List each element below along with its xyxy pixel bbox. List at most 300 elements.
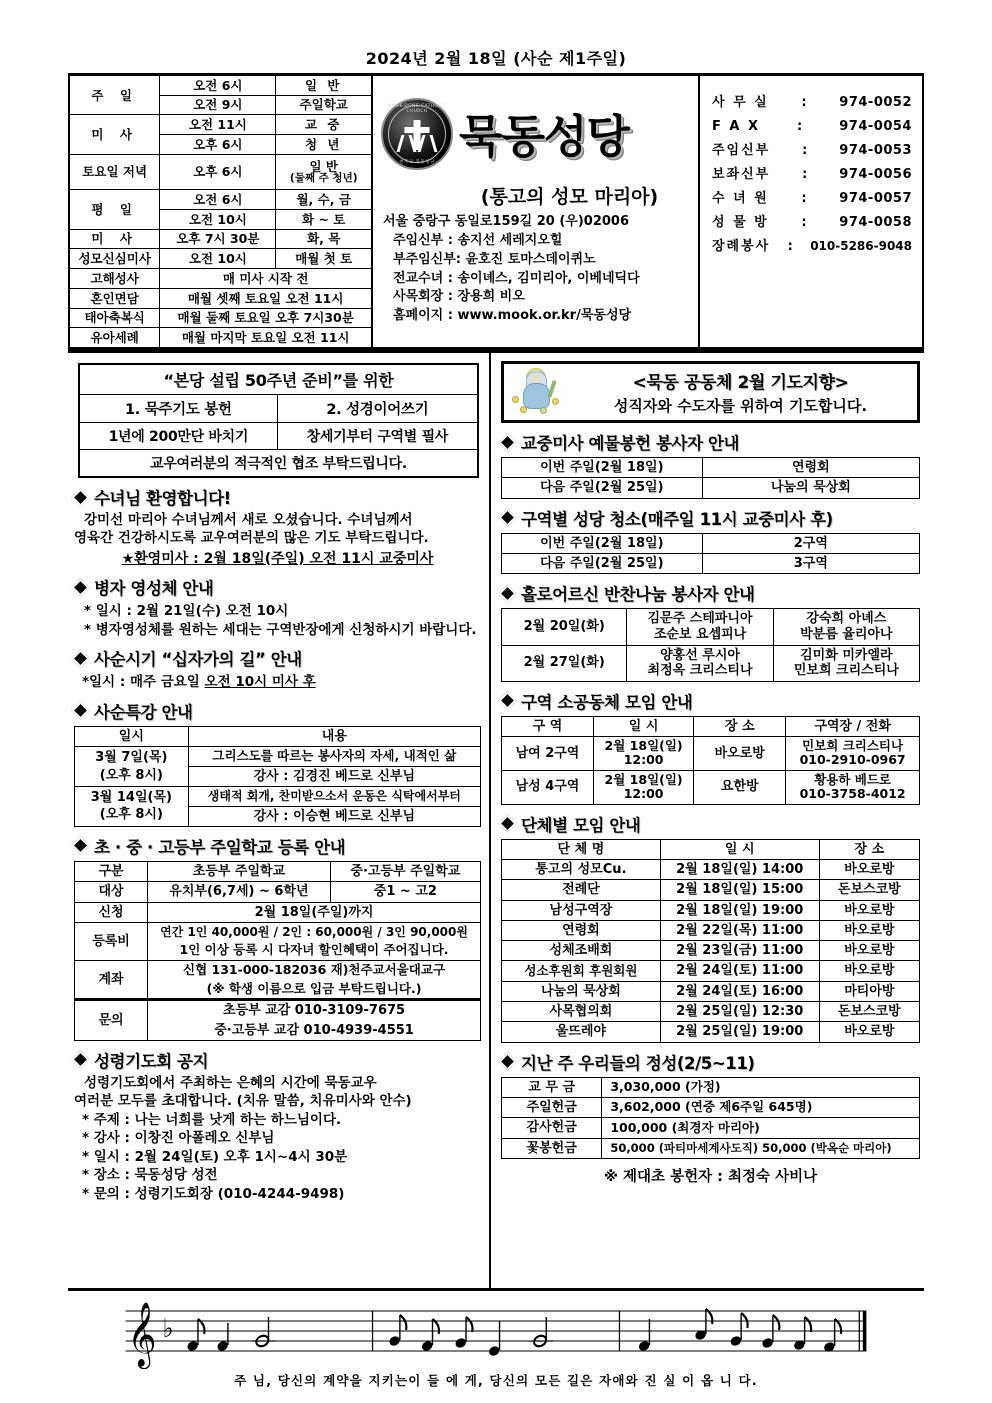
district-leader-2 — [786, 770, 920, 804]
group-place: 바오로방 — [819, 1022, 919, 1042]
section-lent-lecture — [74, 699, 481, 723]
schedule-label: 혼인면담 — [70, 288, 160, 308]
table-row — [75, 1000, 481, 1021]
phone-colon: : — [787, 238, 793, 254]
music-notation-svg — [108, 1297, 884, 1369]
lecture-date-2a: 3월 14일(목) — [75, 787, 189, 806]
account-line1: 신협 131-000-182036 재)천주교서울대교구 — [148, 960, 481, 979]
table-row — [502, 770, 920, 804]
section-district-meeting — [501, 689, 920, 713]
phone-label: 주임신부 — [712, 142, 771, 158]
share-names-1a — [627, 609, 773, 645]
leader-phone: 010-2910-0967 — [799, 752, 906, 768]
fee-line2: 1인 이상 등록 시 다자녀 할인혜택이 주어집니다. — [148, 941, 481, 960]
section-heading: 사순특강 안내 — [94, 702, 193, 722]
anniversary-table — [80, 365, 477, 476]
schedule-label: 평 일 — [70, 190, 160, 230]
group-when: 2월 24일(토) 11:00 — [660, 961, 819, 981]
flat-icon: ♭ — [162, 1312, 174, 1344]
table-row — [75, 902, 481, 922]
volunteer-name: 강숙희 아녜스 — [806, 611, 887, 627]
leader-phone: 010-3758-4012 — [799, 786, 906, 802]
diamond-bullet-icon — [498, 508, 516, 526]
schedule-time: 오전 6시 — [160, 190, 276, 210]
offering-value: 100,000 (최경자 마리아) — [602, 1118, 920, 1138]
table-row — [502, 609, 920, 645]
district-meeting-table — [501, 716, 920, 805]
group-when: 2월 23일(금) 11:00 — [660, 941, 819, 961]
section-heading: 단체별 모임 안내 — [521, 815, 641, 835]
account-line2: (※ 학생 이름으로 입금 부탁드립니다.) — [148, 980, 481, 1000]
header-block — [68, 76, 924, 349]
table-row — [502, 1118, 920, 1138]
table-row — [70, 154, 371, 189]
row-label-fee: 등록비 — [75, 922, 148, 960]
cleaning-when-1: 이번 주일(2월 18일) — [502, 533, 703, 553]
diamond-bullet-icon — [71, 702, 89, 720]
church-identity-panel — [373, 76, 700, 347]
table-row — [70, 328, 371, 347]
table-row — [502, 859, 920, 879]
table-row — [70, 249, 371, 269]
group-place: 돈보스코방 — [819, 1002, 919, 1022]
table-row — [502, 1002, 920, 1022]
schedule-type: 교 중 — [276, 115, 371, 135]
target-secondary: 중1 ~ 고2 — [330, 882, 480, 902]
table-header-row — [502, 716, 920, 736]
schedule-type: 화, 목 — [276, 229, 371, 249]
table-row — [75, 960, 481, 979]
col-header-district: 구 역 — [502, 716, 594, 736]
row-label-account: 계좌 — [75, 960, 148, 1000]
table-row — [502, 533, 920, 553]
phone-number: 974-0053 — [839, 142, 912, 158]
table-row — [80, 365, 477, 395]
table-row — [75, 747, 481, 767]
group-when: 2월 18일(일) 15:00 — [660, 880, 819, 900]
logo-text-bottom: 천주교 묵동성당 — [399, 160, 435, 165]
flower-icon — [512, 396, 519, 403]
phone-number: 974-0057 — [839, 190, 912, 206]
diamond-bullet-icon — [71, 1051, 89, 1069]
section-heading: 지난 주 우리들의 정성(2/5~11) — [521, 1053, 755, 1073]
table-row — [502, 1077, 920, 1097]
table-row — [502, 1098, 920, 1118]
group-name: 울뜨레야 — [502, 1022, 661, 1042]
share-date-2: 2월 27일(화) — [502, 645, 627, 681]
phone-number: 974-0056 — [839, 166, 912, 182]
table-header-row — [75, 726, 481, 746]
schedule-time: 오후 6시 — [160, 135, 276, 155]
church-contact-info — [373, 209, 698, 326]
group-when: 2월 24일(토) 16:00 — [660, 981, 819, 1001]
flower-icon — [520, 406, 527, 413]
schedule-time: 오전 10시 — [160, 209, 276, 229]
table-row — [502, 553, 920, 573]
stations-line1 — [74, 673, 481, 692]
col-header-place: 장 소 — [694, 716, 786, 736]
left-column — [68, 353, 489, 1288]
share-names-2b — [773, 645, 919, 681]
lecture-topic-1: 그리스도를 따르는 봉사자의 자세, 내적인 삶 — [188, 747, 480, 767]
table-row — [75, 806, 481, 826]
schedule-label: 미 사 — [70, 115, 160, 155]
offering-when-1: 이번 주일(2월 18일) — [502, 458, 703, 478]
table-row — [502, 981, 920, 1001]
altar-candle-donor: ※ 제대초 봉헌자 : 최정숙 사비나 — [603, 1169, 818, 1186]
schedule-value: 매월 셋째 토요일 오전 11시 — [160, 288, 371, 308]
share-date-1: 2월 20일(화) — [502, 609, 627, 645]
church-address: 서울 중랑구 동일로159길 20 (우)02006 — [383, 214, 630, 229]
anniversary-item1-title: 1. 묵주기도 봉헌 — [80, 395, 277, 423]
group-place: 돈보스코방 — [819, 880, 919, 900]
table-row — [502, 920, 920, 940]
phone-colon: : — [802, 142, 808, 158]
share-names-2a — [627, 645, 773, 681]
phone-row-giftshop — [708, 210, 916, 234]
phone-label: 수 녀 원 — [712, 190, 769, 206]
homepage-link[interactable]: 홈페이지 : www.mook.or.kr/묵동성당 — [393, 308, 632, 324]
sick-communion-line2: * 병자영성체를 원하는 세대는 구역반장에게 신청하시기 바랍니다. — [84, 621, 477, 638]
right-column — [491, 353, 924, 1288]
table-row — [502, 737, 920, 771]
offering-label: 꽃봉헌금 — [502, 1138, 602, 1158]
meeting-time: 12:00 — [623, 786, 664, 802]
page-title: 2024년 2월 18일 (사순 제1주일) — [365, 49, 627, 68]
schedule-time: 오전 11시 — [160, 115, 276, 135]
diamond-bullet-icon — [71, 837, 89, 855]
phone-row-assistant — [708, 162, 916, 186]
holy-spirit-body2: 여러분 모두를 초대합니다. (치유 말씀, 치유미사와 안수) — [74, 1092, 412, 1109]
offering-who-2: 나눔의 묵상회 — [702, 478, 919, 498]
lecture-date-1b: (오후 8시) — [75, 767, 189, 787]
church-logo-icon — [381, 98, 453, 170]
schedule-label: 고해성사 — [70, 269, 160, 289]
staff-assistant-pastor: 부주임신부: 윤호진 토마스데이퀴노 — [393, 251, 596, 267]
offering-label: 감사헌금 — [502, 1118, 602, 1138]
leader-name: 민보희 크리스티나 — [802, 738, 904, 754]
cleaning-when-2: 다음 주일(2월 25일) — [502, 553, 703, 573]
holy-spirit-body1: 성령기도회에서 주최하는 은혜의 시간에 묵동교우 — [84, 1074, 377, 1091]
schedule-type: 주일학교 — [276, 95, 371, 115]
staff-council-president: 사목회장 : 장용희 비오 — [393, 289, 525, 305]
group-place: 바오로방 — [819, 859, 919, 879]
diamond-bullet-icon — [498, 1053, 516, 1071]
phone-colon: : — [797, 118, 803, 134]
meeting-date: 2월 18일(일) — [604, 771, 683, 787]
schedule-type: 화 ~ 토 — [276, 209, 371, 229]
fee-line1: 연간 1인 40,000원 / 2인 : 60,000원 / 3인 90,000원 — [148, 922, 481, 941]
phone-label: 보좌신부 — [712, 166, 771, 182]
group-name: 남성구역장 — [502, 900, 661, 920]
table-row — [502, 941, 920, 961]
contact-secondary: 중·고등부 교감 010-4939-4551 — [148, 1021, 481, 1041]
schedule-time: 오전 9시 — [160, 95, 276, 115]
offering-when-2: 다음 주일(2월 25일) — [502, 478, 703, 498]
table-row — [75, 922, 481, 941]
offering-who-1: 연령회 — [702, 458, 919, 478]
phone-list — [700, 76, 922, 258]
phone-label: F A X — [712, 118, 761, 134]
mass-schedule-panel — [70, 76, 373, 347]
col-header-date: 일시 — [75, 726, 189, 746]
cleaning-who-1: 2구역 — [702, 533, 919, 553]
volunteer-name: 양홍선 루시아 — [660, 647, 740, 663]
praying-virgin-icon — [510, 366, 566, 418]
schedule-value: 매월 둘째 토요일 오후 7시30분 — [160, 308, 371, 328]
section-heading: 사순시기 “십자가의 길” 안내 — [94, 650, 302, 670]
schedule-label: 유아세례 — [70, 328, 160, 347]
group-when: 2월 25일(일) 19:00 — [660, 1022, 819, 1042]
diamond-bullet-icon — [498, 433, 516, 451]
phone-colon: : — [801, 190, 807, 206]
group-name: 연령회 — [502, 920, 661, 940]
prayer-intention-box — [501, 361, 920, 423]
treble-clef-icon: 𝄞 — [127, 1302, 157, 1367]
table-row — [502, 961, 920, 981]
district-leader-1 — [786, 737, 920, 771]
phone-row-office — [708, 90, 916, 114]
section-heading: 초 · 중 · 고등부 주일학교 등록 안내 — [94, 837, 346, 857]
section-heading: 구역별 성당 청소(매주일 11시 교중미사 후) — [521, 509, 833, 529]
col-header-datetime: 일 시 — [593, 716, 693, 736]
phone-colon: : — [801, 214, 807, 230]
diamond-bullet-icon — [71, 649, 89, 667]
volunteer-name: 박분름 율리아나 — [800, 626, 893, 642]
welcome-body-line1: 강미선 마리아 수녀님께서 새로 오셨습니다. 수녀님께서 — [84, 512, 413, 528]
table-row — [502, 1022, 920, 1042]
target-elementary: 유치부(6,7세) ~ 6학년 — [148, 882, 331, 902]
phone-colon: : — [801, 94, 807, 110]
table-row — [80, 395, 477, 423]
table-row — [70, 76, 371, 95]
district-name-2: 남성 4구역 — [502, 770, 594, 804]
prayer-intention-subtitle: 성직자와 수도자를 위하여 기도합니다. — [613, 397, 868, 415]
staff-sisters: 전교수녀 : 송이녜스, 김미리아, 이베네딕다 — [393, 270, 640, 286]
offering-label: 주일헌금 — [502, 1098, 602, 1118]
lecture-topic-2: 생태적 회개, 찬미받으소서 운동은 식탁에서부터 — [188, 787, 480, 806]
prayer-intention-text — [570, 368, 911, 416]
offering-value: 3,602,000 (연중 제6주일 645명) — [602, 1098, 920, 1118]
section-sick-communion — [74, 575, 481, 599]
table-row — [75, 882, 481, 902]
offering-value: 3,030,000 (가정) — [602, 1077, 920, 1097]
table-row — [80, 450, 477, 477]
anniversary-title: “본당 설립 50주년 준비”를 위한 — [80, 365, 477, 395]
col-header-content: 내용 — [188, 726, 480, 746]
leaf-icon — [547, 380, 556, 398]
col-header-secondary: 중·고등부 주일학교 — [330, 861, 480, 881]
volunteer-name: 민보희 크리스티나 — [793, 663, 899, 679]
volunteer-name: 김미화 미카엘라 — [800, 647, 893, 663]
group-when: 2월 25일(일) 12:30 — [660, 1002, 819, 1022]
group-place: 바오로방 — [819, 961, 919, 981]
anniversary-item2-value: 창세기부터 구역별 필사 — [277, 423, 477, 450]
table-header-row — [75, 861, 481, 881]
section-holy-spirit-prayer — [74, 1048, 481, 1072]
group-place: 바오로방 — [819, 920, 919, 940]
district-name-1: 남여 2구역 — [502, 737, 594, 771]
table-row — [70, 288, 371, 308]
anniversary-box — [78, 363, 479, 478]
welcome-mass-note: ★환영미사 : 2월 18일(주일) 오전 11시 교중미사 — [121, 550, 434, 567]
schedule-time: 오후 6시 — [160, 154, 276, 189]
sick-communion-line1: * 일시 : 2월 21일(수) 오전 10시 — [84, 603, 289, 620]
staff-pastor: 주임신부 : 송지선 세레지오힐 — [393, 232, 563, 248]
table-row — [70, 308, 371, 328]
welcome-body-line2: 영육간 건강하시도록 교우여러분의 많은 기도 부탁드립니다. — [74, 529, 429, 546]
anniversary-footer: 교우여러분의 적극적인 협조 부탁드립니다. — [80, 450, 477, 477]
diamond-bullet-icon — [71, 488, 89, 506]
meeting-date: 2월 18일(일) — [604, 738, 683, 754]
diamond-bullet-icon — [498, 814, 516, 832]
group-name: 나눔의 묵상회 — [502, 981, 661, 1001]
schedule-label: 주 일 — [70, 76, 160, 115]
schedule-type-note: (둘째 주 청년) — [289, 172, 358, 184]
church-title-row — [373, 76, 698, 184]
table-row — [70, 269, 371, 289]
phone-row-pastor — [708, 138, 916, 162]
section-heading: 병자 영성체 안내 — [94, 579, 214, 599]
section-heading: 홀로어르신 반찬나눔 봉사자 안내 — [521, 585, 755, 605]
stations-line1-underlined: 오전 10시 미사 후 — [204, 674, 316, 691]
section-heading: 교중미사 예물봉헌 봉사자 안내 — [521, 434, 740, 453]
schedule-label: 성모신심미사 — [70, 249, 160, 269]
phone-label: 장례봉사 — [712, 238, 771, 254]
schedule-type: 매월 첫 토 — [276, 249, 371, 269]
lecture-date-2b: (오후 8시) — [75, 806, 189, 826]
diamond-bullet-icon — [498, 584, 516, 602]
elderly-share-table — [501, 608, 920, 681]
group-when: 2월 18일(일) 19:00 — [660, 900, 819, 920]
stations-line1-pre: *일시 : 매주 금요일 — [82, 674, 205, 691]
share-names-1b — [773, 609, 919, 645]
anniversary-item2-title: 2. 성경이어쓰기 — [277, 395, 477, 423]
group-place: 마티아방 — [819, 981, 919, 1001]
section-elderly-food-share — [501, 581, 920, 605]
mass-schedule-table — [70, 76, 371, 347]
lecture-speaker-2: 강사 : 이승현 베드로 신부님 — [188, 806, 480, 826]
cleaning-who-2: 3구역 — [702, 553, 919, 573]
note-group-1 — [186, 1317, 275, 1352]
group-name: 성체조배회 — [502, 941, 661, 961]
schedule-label: 미 사 — [70, 229, 160, 249]
schedule-value: 매월 마지막 토요일 오전 11시 — [160, 328, 371, 347]
table-row — [502, 900, 920, 920]
phone-row-fax — [708, 114, 916, 138]
row-label-contact: 문의 — [75, 1000, 148, 1041]
table-header-row — [502, 839, 920, 859]
meeting-time: 12:00 — [623, 752, 664, 768]
logo-text-top: MOOK-DONG CATHOLIC CHURCH — [387, 104, 447, 114]
group-name: 성소후원회 후원회원 — [502, 961, 661, 981]
flower-icon — [540, 407, 547, 414]
phone-label: 사 무 실 — [712, 94, 769, 110]
offering-value: 50,000 (파티마세계사도직) 50,000 (박옥순 마리아) — [602, 1138, 920, 1158]
table-row — [502, 478, 920, 498]
lecture-date-1a: 3월 7일(목) — [75, 747, 189, 767]
lent-lecture-table — [74, 726, 481, 827]
volunteer-name: 최정옥 크리스티나 — [647, 663, 753, 679]
table-row — [75, 787, 481, 806]
group-name: 통고의 성모Cu. — [502, 859, 661, 879]
volunteer-name: 김문주 스테파니아 — [647, 611, 753, 627]
phone-row-funeral — [708, 234, 916, 258]
holy-spirit-contact: * 문의 : 성령기도회장 (010-4244-9498) — [82, 1186, 345, 1203]
table-row — [80, 423, 477, 450]
phone-number: 974-0058 — [839, 214, 912, 230]
group-name: 사목협의회 — [502, 1002, 661, 1022]
music-staff — [108, 1297, 884, 1369]
robe-shape — [523, 383, 550, 409]
diamond-bullet-icon — [498, 691, 516, 709]
flower-icon — [552, 398, 559, 405]
sunday-school-table — [74, 861, 481, 1041]
body-columns — [68, 353, 924, 1288]
leader-name: 황용하 베드로 — [814, 771, 892, 787]
section-welcome-sister — [74, 485, 481, 509]
volunteer-name: 조순보 요셉피나 — [653, 626, 747, 642]
contact-elementary: 초등부 교감 010-3109-7675 — [148, 1000, 481, 1021]
schedule-type-main: 일 반 — [309, 158, 338, 174]
district-place-2: 요한방 — [694, 770, 786, 804]
table-row — [70, 229, 371, 249]
col-header-group-name: 단 체 명 — [502, 839, 661, 859]
section-offerings — [501, 1050, 920, 1074]
schedule-type: 월, 수, 금 — [276, 190, 371, 210]
col-header-leader-phone: 구역장 / 전화 — [786, 716, 920, 736]
monogram-icon — [399, 135, 435, 152]
table-row — [502, 880, 920, 900]
col-header-group-place: 장 소 — [819, 839, 919, 859]
schedule-time: 오전 6시 — [160, 76, 276, 95]
schedule-label: 토요일 저녁 — [70, 154, 160, 189]
schedule-time: 오전 10시 — [160, 249, 276, 269]
group-name: 전례단 — [502, 880, 661, 900]
church-name: 묵동성당 — [459, 109, 629, 163]
col-header-category: 구분 — [75, 861, 148, 881]
schedule-type: 청 년 — [276, 135, 371, 155]
phone-number: 974-0052 — [839, 94, 912, 110]
district-place-1: 바오로방 — [694, 737, 786, 771]
col-header-group-datetime: 일 시 — [660, 839, 819, 859]
church-subtitle: (통고의 성모 마리아) — [480, 186, 659, 208]
offerings-table — [501, 1077, 920, 1159]
music-section — [68, 1291, 924, 1389]
section-offering-volunteers — [501, 430, 920, 454]
section-heading: 성령기도회 공지 — [94, 1051, 209, 1071]
schedule-time: 오후 7시 30분 — [160, 229, 276, 249]
schedule-value: 매 미사 시작 전 — [160, 269, 371, 289]
phone-colon: : — [802, 166, 808, 182]
phone-label: 성 물 방 — [712, 214, 769, 230]
phone-number: 974-0054 — [839, 118, 912, 134]
phone-list-panel — [700, 76, 922, 347]
section-church-cleaning — [501, 506, 920, 530]
group-meeting-table — [501, 839, 920, 1043]
church-name-wrap — [459, 109, 629, 163]
section-group-meetings — [501, 812, 920, 836]
col-header-elementary: 초등부 주일학교 — [148, 861, 331, 881]
prayer-intention-title: <묵동 공동체 2월 기도지향> — [632, 373, 849, 393]
holy-spirit-topic: * 주제 : 나는 너희를 낫게 하는 하느님이다. — [82, 1111, 342, 1128]
table-row — [75, 767, 481, 787]
group-when: 2월 18일(일) 14:00 — [660, 859, 819, 879]
district-datetime-1 — [593, 737, 693, 771]
group-when: 2월 22일(목) 11:00 — [660, 920, 819, 940]
apply-deadline: 2월 18일(주일)까지 — [148, 902, 481, 922]
table-row — [70, 190, 371, 210]
